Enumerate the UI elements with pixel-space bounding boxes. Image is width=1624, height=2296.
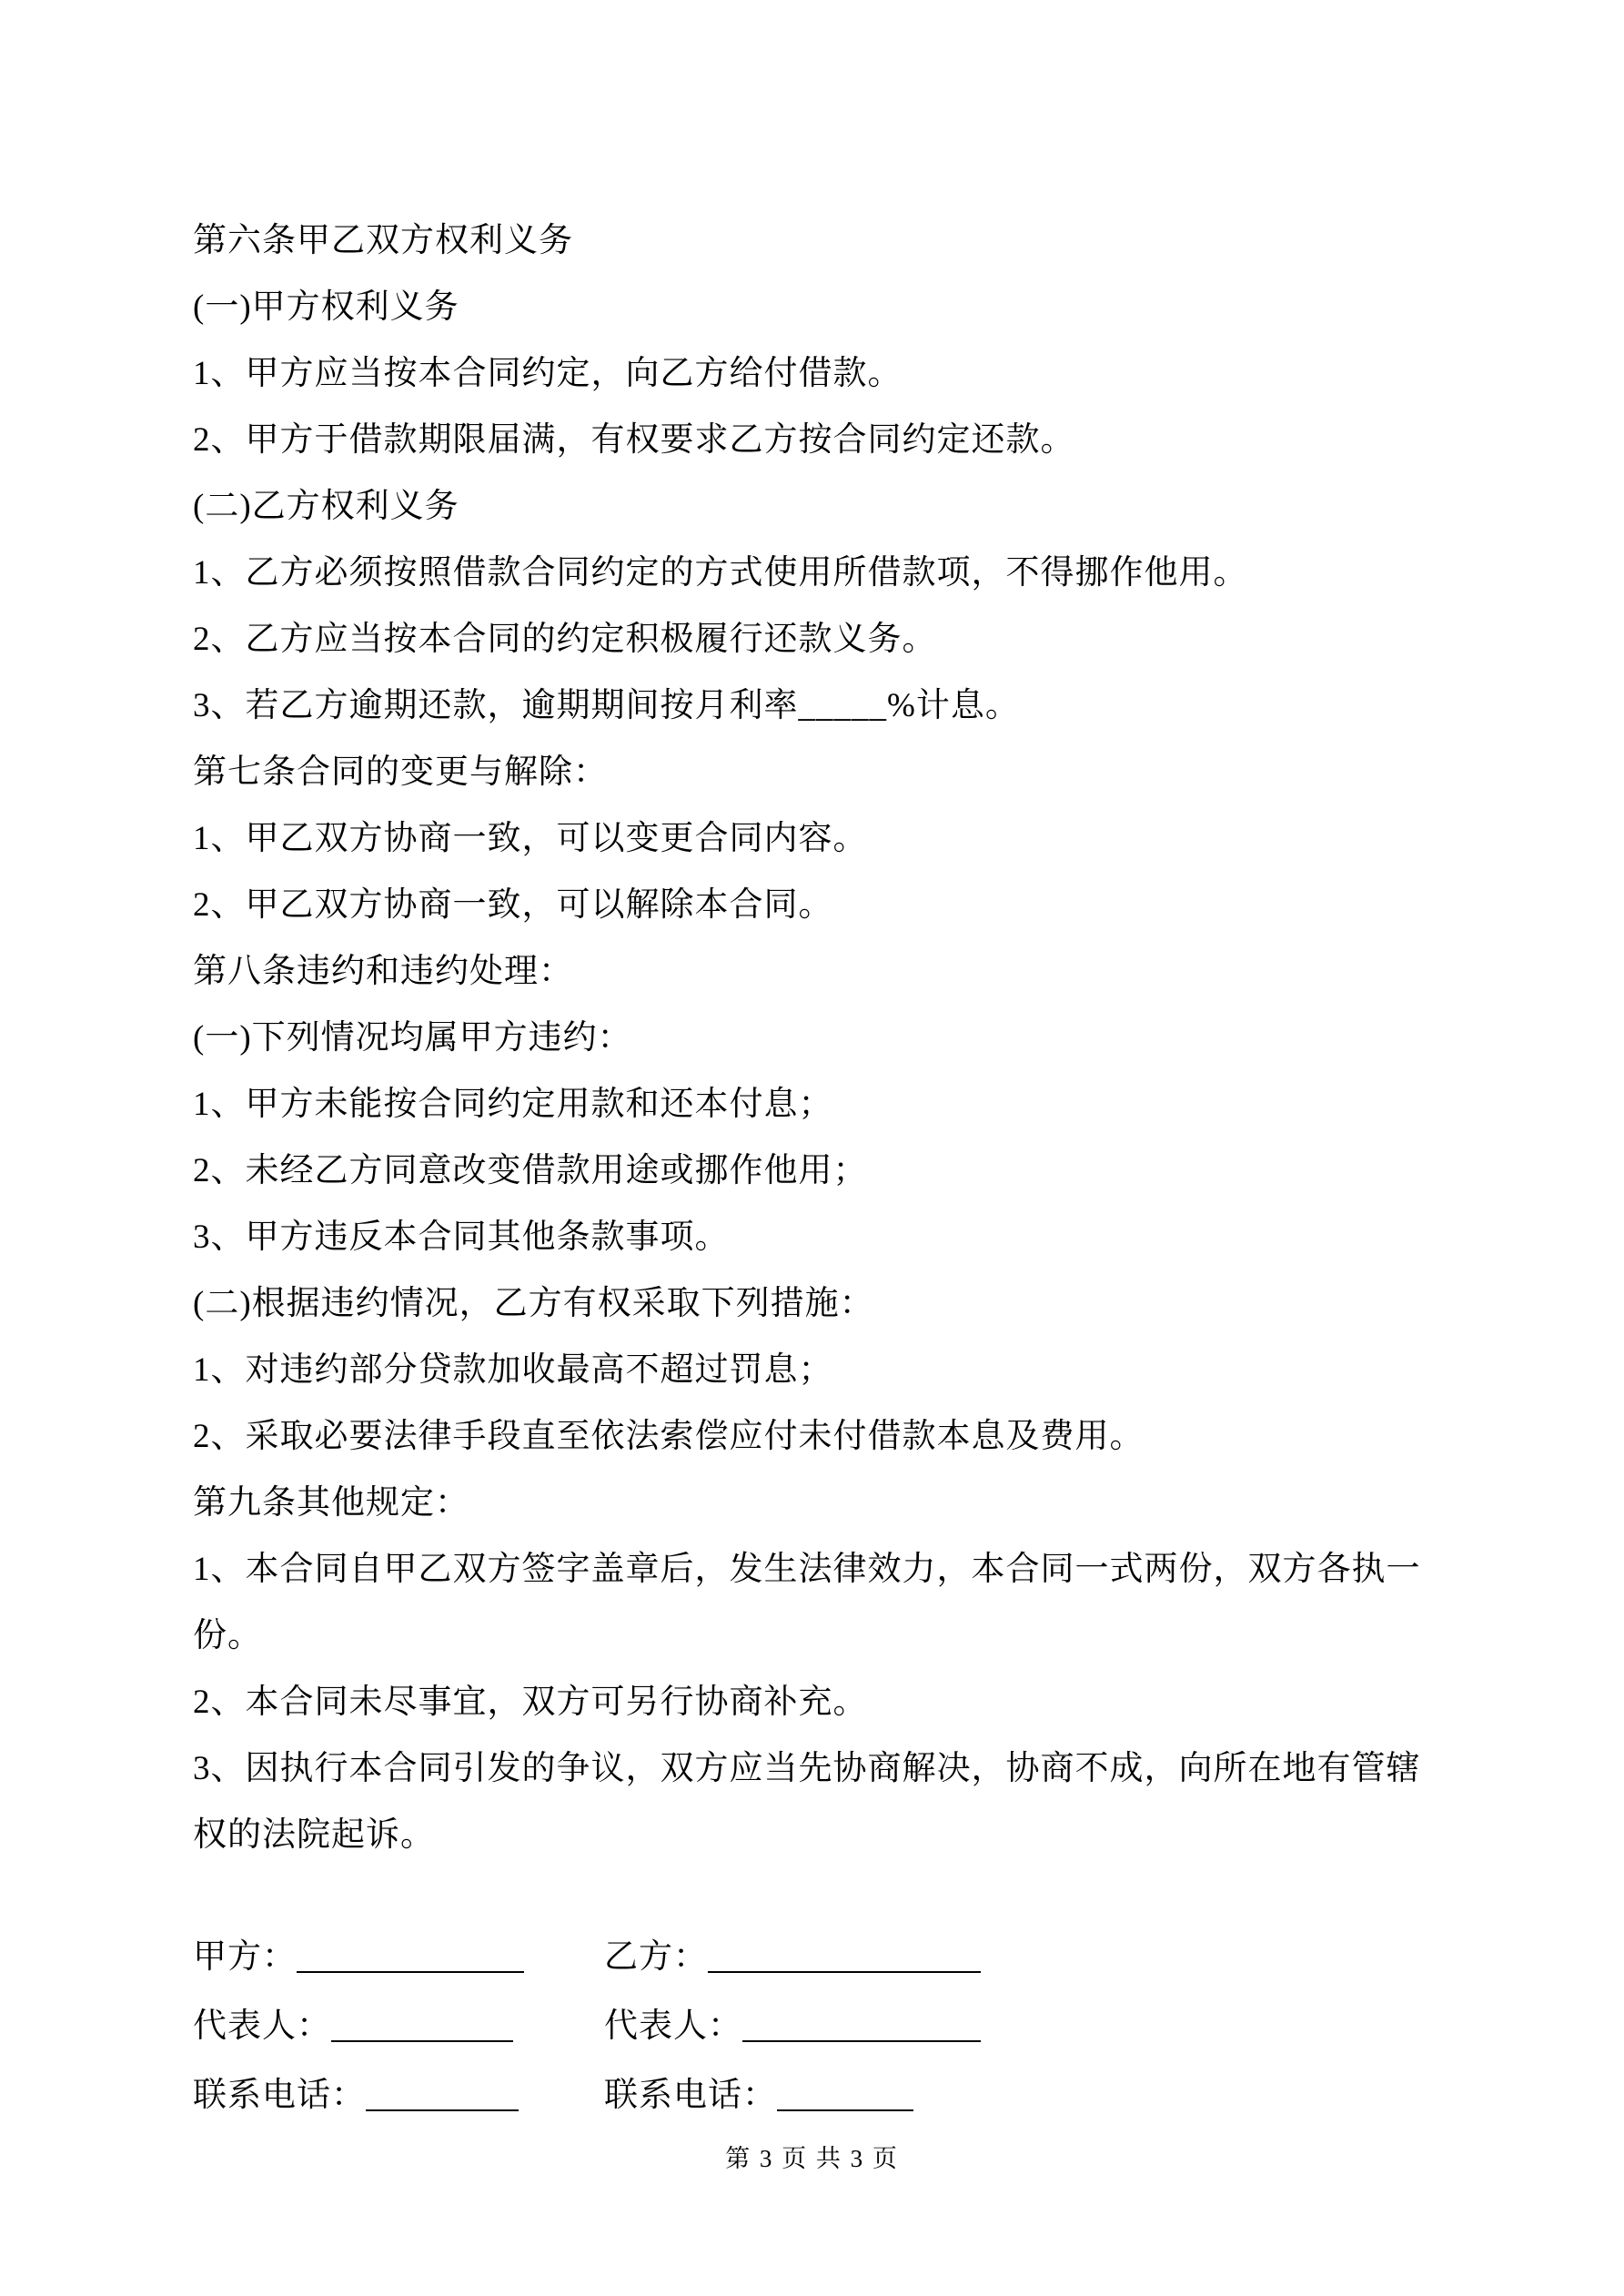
paragraph: (二)根据违约情况，乙方有权采取下列措施： bbox=[193, 1285, 874, 1322]
party-b-label: 乙方： bbox=[604, 1938, 708, 1976]
party-b-cell bbox=[604, 1923, 981, 1992]
phone-a-label: 联系电话： bbox=[193, 2077, 366, 2114]
signature-blank bbox=[331, 2007, 513, 2042]
signature-row-party bbox=[193, 1923, 1433, 1992]
representative-a-label: 代表人： bbox=[193, 2008, 331, 2045]
paragraph: 1、甲方未能按合同约定用款和还本付息； bbox=[193, 1086, 833, 1123]
signature-row-phone bbox=[193, 2061, 1433, 2130]
signature-blank bbox=[366, 2076, 519, 2111]
representative-a-cell bbox=[193, 1992, 604, 2061]
contract-body bbox=[193, 207, 1433, 1868]
signature-block bbox=[193, 1923, 1433, 2130]
party-a-cell bbox=[193, 1923, 604, 1992]
paragraph: 3、甲方违反本合同其他条款事项。 bbox=[193, 1219, 730, 1256]
signature-blank bbox=[777, 2076, 913, 2111]
phone-a-cell bbox=[193, 2061, 604, 2130]
paragraph: 1、对违约部分贷款加收最高不超过罚息； bbox=[193, 1351, 833, 1389]
paragraph: 1、乙方必须按照借款合同约定的方式使用所借款项，不得挪作他用。 bbox=[193, 554, 1248, 592]
paragraph: 2、甲乙双方协商一致，可以解除本合同。 bbox=[193, 886, 833, 924]
paragraph: 1、本合同自甲乙双方签字盖章后，发生法律效力，本合同一式两份，双方各执一份。 bbox=[193, 1551, 1421, 1654]
paragraph: (一)下列情况均属甲方违约： bbox=[193, 1019, 632, 1057]
phone-b-cell bbox=[604, 2061, 913, 2130]
representative-b-cell bbox=[604, 1992, 981, 2061]
paragraph: 2、未经乙方同意改变借款用途或挪作他用； bbox=[193, 1152, 868, 1189]
clause-heading: 第六条甲乙双方权利义务 bbox=[193, 222, 573, 259]
signature-row-representative bbox=[193, 1992, 1433, 2061]
paragraph: 3、若乙方逾期还款，逾期期间按月利率_____%计息。 bbox=[193, 687, 1020, 724]
party-a-label: 甲方： bbox=[193, 1938, 297, 1976]
clause-heading: 第七条合同的变更与解除： bbox=[193, 754, 608, 791]
clause-heading: 第九条其他规定： bbox=[193, 1484, 469, 1522]
paragraph: 2、甲方于借款期限届满，有权要求乙方按合同约定还款。 bbox=[193, 421, 1075, 459]
paragraph: 2、采取必要法律手段直至依法索偿应付未付借款本息及费用。 bbox=[193, 1418, 1145, 1455]
paragraph: (一)甲方权利义务 bbox=[193, 288, 459, 326]
signature-blank bbox=[297, 1937, 524, 1973]
paragraph: 2、乙方应当按本合同的约定积极履行还款义务。 bbox=[193, 621, 937, 658]
signature-blank bbox=[708, 1937, 981, 1973]
paragraph: 2、本合同未尽事宜，双方可另行协商补充。 bbox=[193, 1684, 868, 1721]
paragraph: 3、因执行本合同引发的争议，双方应当先协商解决，协商不成，向所在地有管辖权的法院起诉。 bbox=[193, 1750, 1421, 1854]
paragraph: 1、甲乙双方协商一致，可以变更合同内容。 bbox=[193, 820, 868, 857]
clause-heading: 第八条违约和违约处理： bbox=[193, 953, 573, 990]
paragraph: 1、甲方应当按本合同约定，向乙方给付借款。 bbox=[193, 355, 903, 392]
page-number: 第 3 页 共 3 页 bbox=[725, 2145, 899, 2172]
representative-b-label: 代表人： bbox=[604, 2008, 742, 2045]
paragraph: (二)乙方权利义务 bbox=[193, 488, 459, 525]
phone-b-label: 联系电话： bbox=[604, 2077, 777, 2114]
signature-blank bbox=[742, 2007, 981, 2042]
